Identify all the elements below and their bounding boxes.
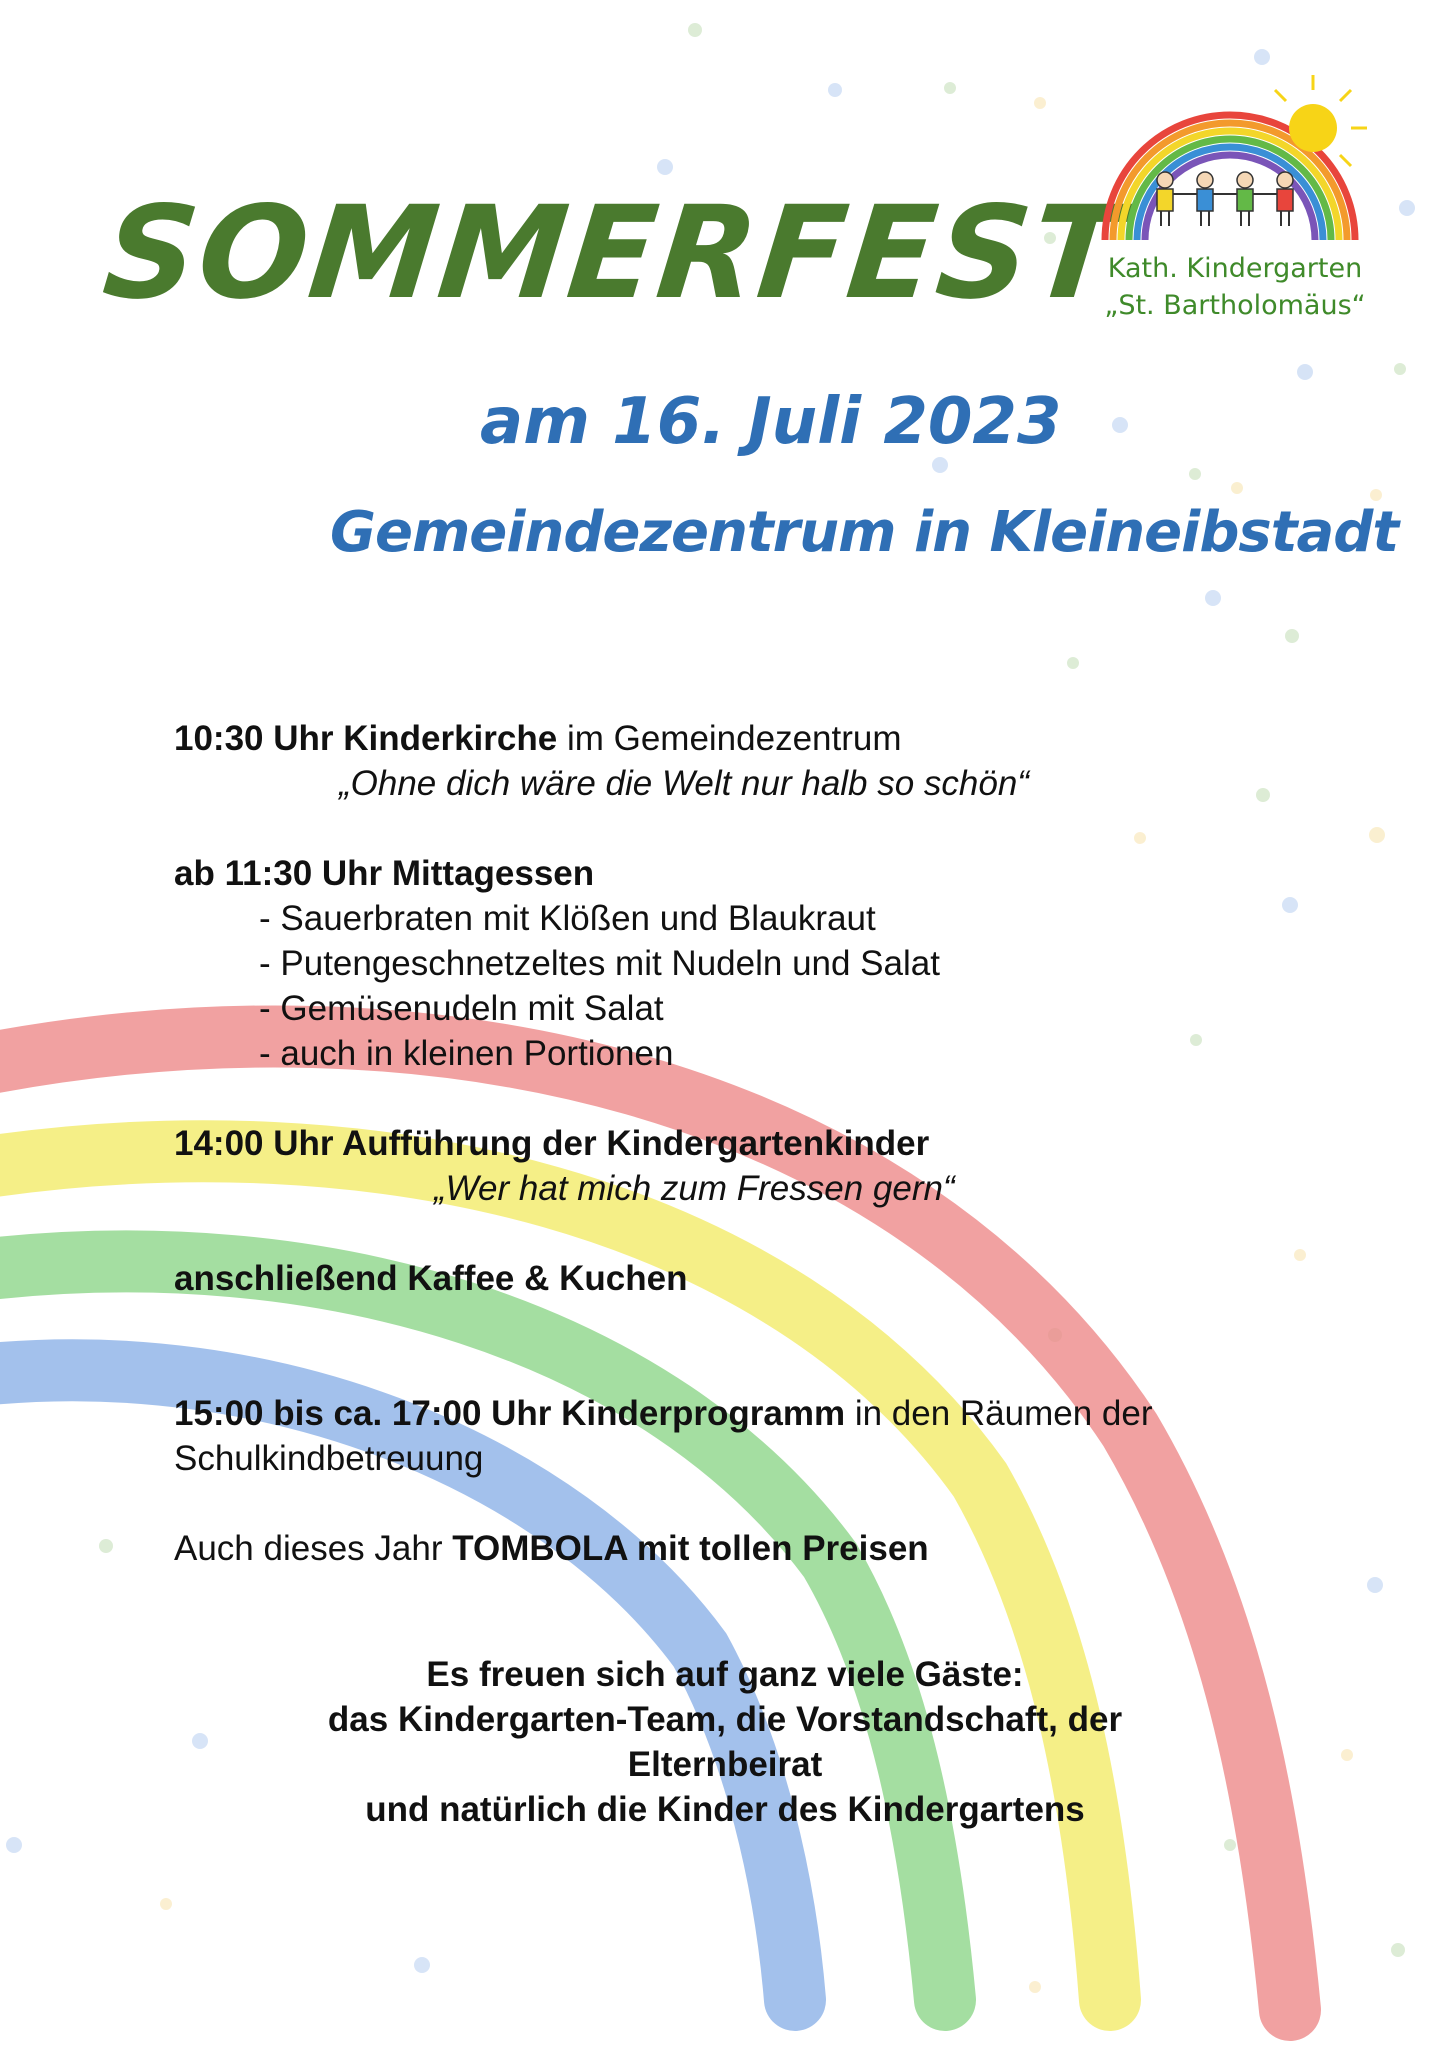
closing-line-4: und natürlich die Kinder des Kindergartens (365, 1790, 1085, 1829)
program-item-title: 15:00 bis ca. 17:00 Uhr Kinderprogramm (174, 1394, 846, 1433)
program-item-prefix: Auch dieses Jahr (174, 1529, 453, 1568)
program-item-title: anschließend Kaffee & Kuchen (174, 1259, 688, 1298)
program-item-kaffee (174, 1256, 1324, 1301)
rainbow-sun-children-icon (1095, 70, 1375, 250)
menu-item: - Gemüsenudeln mit Salat (259, 989, 664, 1028)
program-item-kinderkirche (174, 716, 1324, 761)
menu-item: - Putengeschnetzeltes mit Nudeln und Salat (259, 944, 940, 983)
program-list (174, 716, 1324, 1571)
event-date: am 16. Juli 2023 (480, 385, 1062, 459)
program-item-mittagessen (174, 851, 1324, 896)
program-item-kinderprogramm (174, 1391, 1324, 1436)
program-item-title: 10:30 Uhr Kinderkirche (174, 719, 558, 758)
program-item-auffuehrung (174, 1121, 1324, 1166)
children-icon (1157, 172, 1293, 226)
menu-item: - auch in kleinen Portionen (259, 1034, 674, 1073)
program-item-title: 14:00 Uhr Aufführung der Kindergartenkinder (174, 1124, 930, 1163)
menu-item: - Sauerbraten mit Klößen und Blaukraut (259, 899, 876, 938)
program-item-title: TOMBOLA mit tollen Preisen (452, 1529, 929, 1568)
program-item-tombola (174, 1526, 1324, 1571)
closing-message (230, 1652, 1220, 1832)
closing-line-2: das Kindergarten-Team, die Vorstandschaft, der (327, 1700, 1123, 1739)
event-venue: Gemeindezentrum in Kleineibstadt (330, 500, 1399, 565)
program-item-detail: im Gemeindezentrum (557, 719, 902, 758)
program-item-detail-line2: Schulkindbetreuung (174, 1439, 484, 1478)
program-item-title: ab 11:30 Uhr Mittagessen (174, 854, 595, 893)
event-title: SOMMERFEST (97, 179, 1130, 328)
logo-line-2: „St. Bartholomäus“ (1104, 290, 1366, 321)
logo-line-1: Kath. Kindergarten (1107, 253, 1363, 284)
program-item-detail: in den Räumen der (845, 1394, 1153, 1433)
kindergarten-logo (1095, 70, 1375, 324)
program-item-subtitle: „Wer hat mich zum Fressen gern“ (434, 1169, 955, 1208)
closing-line-3: Elternbeirat (627, 1745, 823, 1784)
closing-line-1: Es freuen sich auf ganz viele Gäste: (426, 1655, 1024, 1694)
program-item-subtitle: „Ohne dich wäre die Welt nur halb so schön“ (339, 764, 1029, 803)
